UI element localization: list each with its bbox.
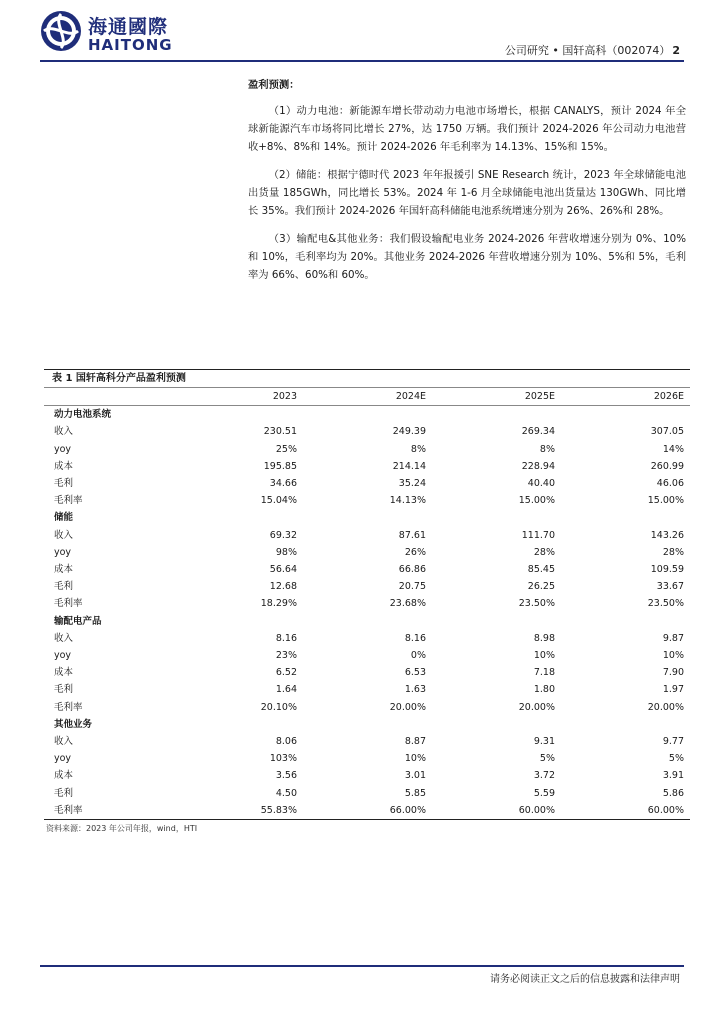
table-cell: 55.83% — [174, 802, 303, 820]
table-row — [44, 699, 690, 716]
table-row-label: 收入 — [54, 529, 74, 541]
table-cell: 6.53 — [404, 667, 426, 679]
table-cell: 10% — [662, 650, 684, 662]
table-cell: 35.24 — [398, 478, 426, 490]
table-cell-empty — [303, 613, 432, 630]
table-cell: 8.87 — [404, 736, 426, 748]
table-cell: 7.90 — [662, 667, 684, 679]
table-cell: 23.50% — [647, 598, 684, 610]
table-title: 表 1 国轩高科分产品盈利预测 — [44, 369, 690, 388]
table-row-label: 毛利率 — [54, 598, 83, 610]
table-section-row — [44, 613, 690, 630]
table-row — [44, 544, 690, 561]
table-cell: 5% — [539, 753, 555, 765]
table-cell: 5.59 — [533, 787, 555, 799]
table-row — [44, 750, 690, 767]
table-cell-empty — [432, 613, 561, 630]
table-row-label: 成本 — [54, 667, 74, 679]
table-cell: 103% — [269, 753, 297, 765]
table-row-label: yoy — [54, 650, 72, 662]
table-cell: 85.45 — [527, 564, 555, 576]
table-cell: 28% — [662, 546, 684, 558]
table-row — [44, 458, 690, 475]
header-divider — [40, 60, 684, 62]
table-cell: 20.00% — [647, 701, 684, 713]
table-cell: 56.64 — [269, 564, 297, 576]
table-cell-empty — [561, 406, 690, 424]
table-row — [44, 595, 690, 612]
table-cell-empty — [432, 716, 561, 733]
table-cell: 10% — [404, 753, 426, 765]
table-header-row — [44, 388, 690, 406]
logo-english-name: HAITONG — [88, 36, 173, 54]
table-row-label: yoy — [54, 546, 72, 558]
table-cell: 9.31 — [533, 736, 555, 748]
table-cell: 9.87 — [662, 632, 684, 644]
table-cell: 228.94 — [521, 460, 555, 472]
table-section-row — [44, 716, 690, 733]
table-row — [44, 767, 690, 784]
table-cell-empty — [174, 509, 303, 526]
table-row-label: 毛利率 — [54, 701, 83, 713]
table-cell: 214.14 — [392, 460, 426, 472]
table-header-cell: 2023 — [174, 388, 303, 406]
table-row — [44, 492, 690, 509]
table-row-label: 收入 — [54, 426, 74, 438]
table-cell: 15.00% — [647, 495, 684, 507]
table-cell: 20.00% — [389, 701, 426, 713]
table-cell-empty — [174, 716, 303, 733]
table-cell: 6.52 — [275, 667, 297, 679]
table-cell-empty — [174, 406, 303, 424]
table-row-label: 收入 — [54, 736, 74, 748]
table-cell: 4.50 — [275, 787, 297, 799]
table-row-label: 成本 — [54, 460, 74, 472]
table-cell: 143.26 — [650, 529, 684, 541]
table-cell: 9.77 — [662, 736, 684, 748]
table-row-label: 毛利率 — [54, 495, 83, 507]
table-cell: 230.51 — [263, 426, 297, 438]
table-row — [44, 630, 690, 647]
table-cell: 8.16 — [275, 632, 297, 644]
haitong-logo-icon — [40, 10, 82, 52]
footer-disclaimer: 请务必阅读正文之后的信息披露和法律声明 — [490, 974, 680, 985]
table-row-label: yoy — [54, 753, 72, 765]
table-cell-empty — [174, 613, 303, 630]
table-cell: 10% — [533, 650, 555, 662]
table-cell: 269.34 — [521, 426, 555, 438]
table-row — [44, 527, 690, 544]
table-section-name: 动力电池系统 — [54, 409, 112, 421]
table-cell: 307.05 — [650, 426, 684, 438]
table-header-cell: 2025E — [432, 388, 561, 406]
table-cell: 15.04% — [260, 495, 297, 507]
table-cell-empty — [303, 509, 432, 526]
table-section-name: 其他业务 — [54, 718, 93, 730]
table-section-name: 储能 — [54, 512, 74, 524]
table-cell: 18.29% — [260, 598, 297, 610]
table-row — [44, 475, 690, 492]
table-cell: 8.16 — [404, 632, 426, 644]
table-cell: 3.56 — [275, 770, 297, 782]
table-cell: 87.61 — [398, 529, 426, 541]
table-cell: 5% — [668, 753, 684, 765]
logo-chinese-name: 海通國際 — [88, 16, 169, 38]
table-cell: 3.91 — [662, 770, 684, 782]
table-row-label: 成本 — [54, 564, 74, 576]
table-row-label: 毛利率 — [44, 802, 174, 820]
table-row-label: 毛利 — [54, 787, 74, 799]
company-logo — [40, 10, 173, 54]
table-row — [44, 785, 690, 802]
forecast-table — [44, 388, 690, 820]
table-header-cell: 2026E — [561, 388, 690, 406]
table-cell-empty — [561, 509, 690, 526]
table-cell-empty — [303, 406, 432, 424]
table-cell: 14% — [662, 443, 684, 455]
table-source: 资料来源：2023 年公司年报，wind，HTI — [46, 824, 198, 834]
table-cell: 5.85 — [404, 787, 426, 799]
table-cell: 1.64 — [275, 684, 297, 696]
table-cell: 5.86 — [662, 787, 684, 799]
table-row-label: 毛利 — [54, 684, 74, 696]
table-cell: 109.59 — [650, 564, 684, 576]
forecast-heading: 盈利预测： — [248, 79, 300, 91]
table-row-label: yoy — [54, 443, 72, 455]
table-row-label: 毛利 — [54, 478, 74, 490]
table-row — [44, 423, 690, 440]
table-cell: 20.00% — [518, 701, 555, 713]
table-cell: 26.25 — [527, 581, 555, 593]
table-header-cell: 2024E — [303, 388, 432, 406]
table-cell: 69.32 — [269, 529, 297, 541]
report-reference — [505, 42, 680, 58]
table-cell: 1.80 — [533, 684, 555, 696]
table-section-row — [44, 406, 690, 424]
table-cell: 98% — [275, 546, 297, 558]
forecast-paragraph-energy-storage: （2）储能：根据宁德时代 2023 年年报援引 SNE Research 统计，2023 年全球储能电池出货量 185GWh，同比增长 53%。2024 年 1-6 月全球储能电池出货量达 130GWh、同比增长 35%。我们预计 2024-2026 年国轩高科储能电池系统增速分别为 26%、26%和 28%。 — [248, 169, 686, 217]
table-cell: 34.66 — [269, 478, 297, 490]
table-cell: 60.00% — [561, 802, 690, 820]
table-cell: 12.68 — [269, 581, 297, 593]
table-row — [44, 578, 690, 595]
table-cell: 23.68% — [389, 598, 426, 610]
table-row-label: 成本 — [54, 770, 74, 782]
table-cell: 23% — [275, 650, 297, 662]
forecast-table-container — [44, 369, 690, 834]
table-cell: 111.70 — [521, 529, 555, 541]
table-cell: 3.72 — [533, 770, 555, 782]
table-header-empty — [44, 388, 174, 406]
table-cell: 195.85 — [263, 460, 297, 472]
table-cell: 26% — [404, 546, 426, 558]
forecast-paragraph-transmission-other: （3）输配电&其他业务：我们假设输配电业务 2024-2026 年营收增速分别为 0%、10%和 10%，毛利率均为 20%。其他业务 2024-2026 年营收增速分别为 10%、5%和 5%，毛利率为 66%、60%和 60%。 — [248, 233, 686, 281]
table-cell: 25% — [275, 443, 297, 455]
table-cell: 3.01 — [404, 770, 426, 782]
table-cell: 7.18 — [533, 667, 555, 679]
table-cell: 28% — [533, 546, 555, 558]
table-cell-empty — [432, 509, 561, 526]
table-row — [44, 561, 690, 578]
report-title: 公司研究 • 国轩高科（002074） — [504, 44, 671, 57]
table-section-row — [44, 509, 690, 526]
forecast-section — [248, 76, 686, 284]
table-cell-empty — [561, 716, 690, 733]
table-cell-empty — [303, 716, 432, 733]
table-cell: 260.99 — [650, 460, 684, 472]
table-cell: 15.00% — [518, 495, 555, 507]
table-cell: 1.63 — [404, 684, 426, 696]
table-cell: 8% — [410, 443, 426, 455]
table-cell: 8.06 — [275, 736, 297, 748]
table-cell: 0% — [410, 650, 426, 662]
forecast-paragraph-power-battery: （1）动力电池：新能源车增长带动动力电池市场增长，根据 CANALYS，预计 2024 年全球新能源汽车市场将同比增长 27%，达 1750 万辆。我们预计 2024-2026 年公司动力电池营收+8%、8%和 14%。预计 2024-2026 年毛利率为 14.13%、15%和 15%。 — [248, 105, 686, 153]
table-cell: 1.97 — [662, 684, 684, 696]
table-row — [44, 733, 690, 750]
table-row-label: 毛利 — [54, 581, 74, 593]
table-cell: 249.39 — [392, 426, 426, 438]
table-cell: 8% — [539, 443, 555, 455]
table-cell: 20.75 — [398, 581, 426, 593]
table-row — [44, 647, 690, 664]
table-row-label: 收入 — [54, 632, 74, 644]
table-cell-empty — [561, 613, 690, 630]
table-cell-empty — [432, 406, 561, 424]
table-cell: 14.13% — [389, 495, 426, 507]
table-cell: 33.67 — [656, 581, 684, 593]
table-cell: 66.86 — [398, 564, 426, 576]
footer-divider — [40, 965, 684, 967]
table-row — [44, 681, 690, 698]
table-cell: 66.00% — [303, 802, 432, 820]
table-cell: 46.06 — [656, 478, 684, 490]
table-cell: 40.40 — [527, 478, 555, 490]
page-number: 2 — [672, 44, 680, 57]
table-cell: 60.00% — [432, 802, 561, 820]
table-row — [44, 441, 690, 458]
table-cell: 23.50% — [518, 598, 555, 610]
table-row — [44, 802, 690, 820]
table-row — [44, 664, 690, 681]
table-cell: 8.98 — [533, 632, 555, 644]
table-section-name: 输配电产品 — [54, 615, 102, 627]
table-cell: 20.10% — [260, 701, 297, 713]
